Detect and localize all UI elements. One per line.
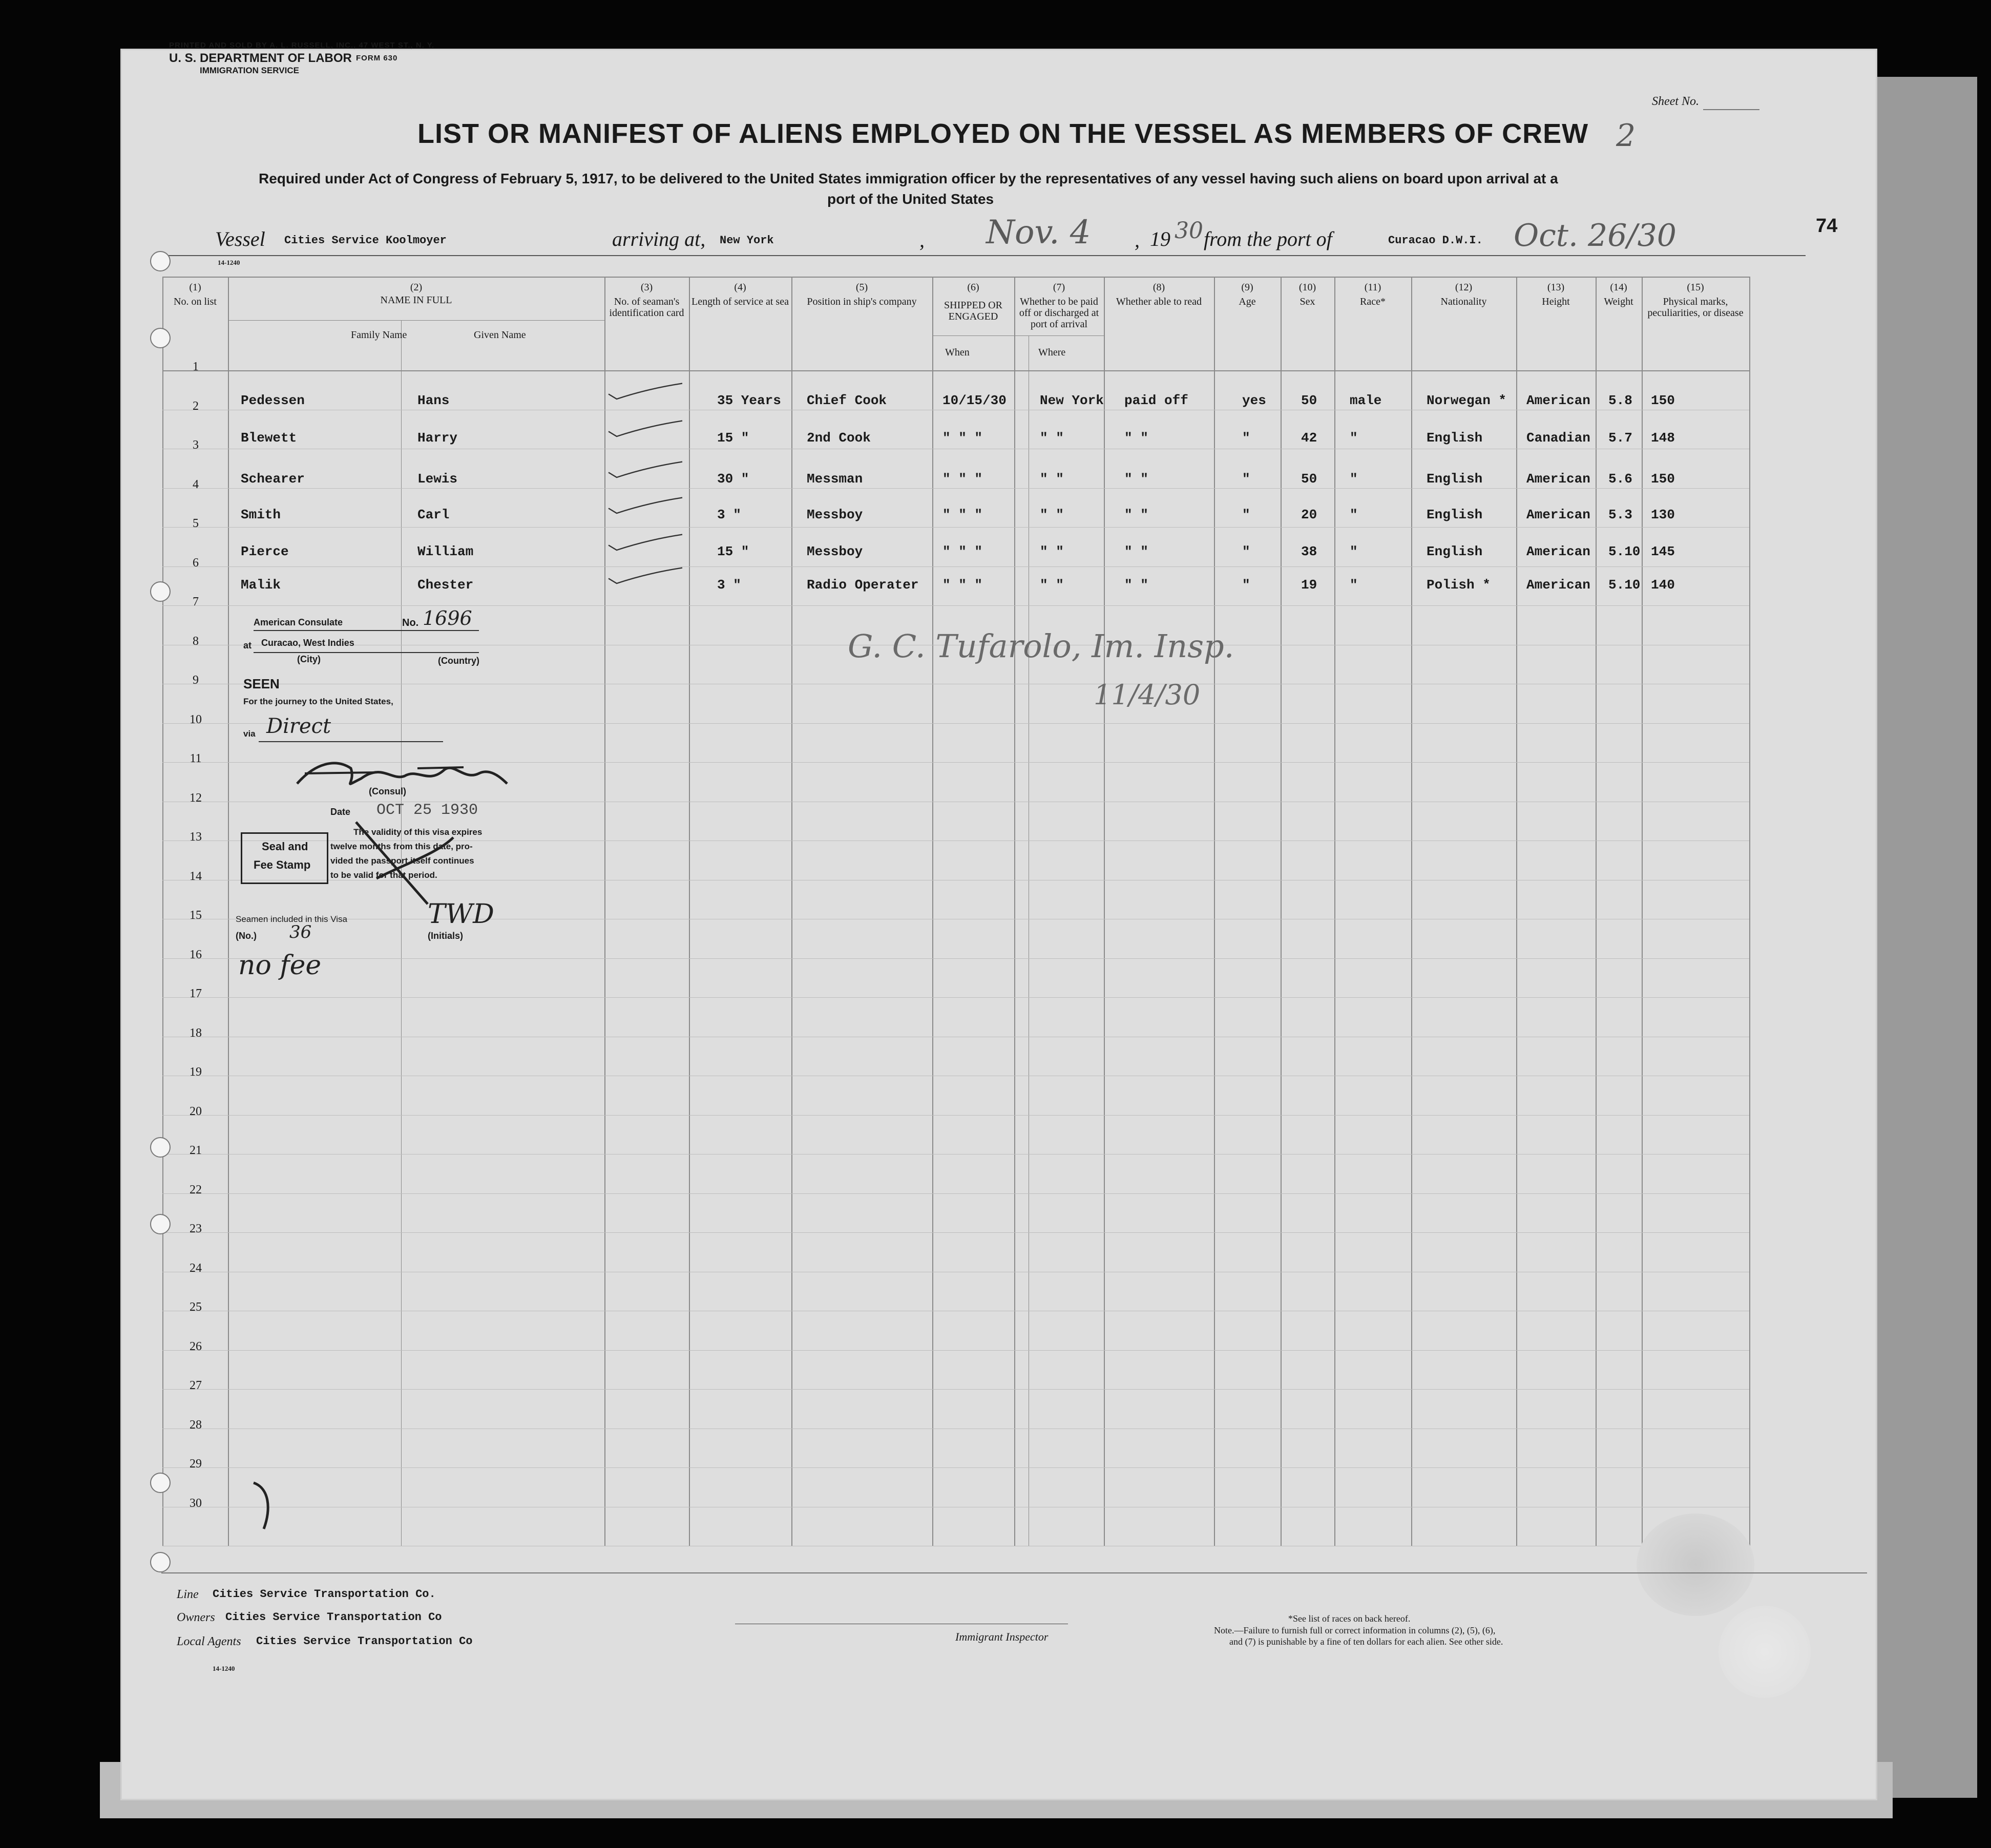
crew-when: " " " — [942, 430, 983, 446]
table-top-border — [162, 277, 1749, 278]
row-number: 24 — [190, 1261, 202, 1275]
row-rule — [162, 958, 1749, 959]
crew-sex: male — [1350, 393, 1382, 408]
crew-family: Pedessen — [241, 393, 305, 408]
row-number: 16 — [190, 948, 202, 961]
owners-label: Owners — [177, 1611, 215, 1624]
seal-line-2: Fee Stamp — [254, 858, 311, 871]
column-number: (3) — [640, 282, 653, 293]
crew-read: " — [1242, 507, 1250, 522]
row-number: 22 — [190, 1183, 202, 1196]
crew-position: Chief Cook — [807, 393, 887, 408]
column-number: (8) — [1152, 282, 1165, 293]
binder-hole — [150, 1473, 171, 1493]
validity-cross-mark — [346, 817, 479, 909]
crew-sex: " — [1350, 544, 1358, 559]
binder-hole — [150, 581, 171, 602]
date-label: Date — [330, 807, 351, 817]
row-number: 8 — [193, 634, 199, 648]
initials-handwritten: TWD — [428, 899, 494, 930]
seamen-included-label: Seamen included in this Visa — [236, 914, 347, 924]
inspector-label: Immigrant Inspector — [955, 1630, 1049, 1643]
row-number: 11 — [190, 752, 202, 765]
crew-when: " " " — [942, 507, 983, 522]
crew-when: " " " — [942, 577, 983, 593]
via-underline — [259, 741, 443, 742]
service: IMMIGRATION SERVICE — [200, 66, 299, 75]
crew-weight: 150 — [1651, 393, 1675, 408]
crew-position: Messboy — [807, 507, 863, 522]
vessel-name: Cities Service Koolmoyer — [284, 234, 447, 247]
binder-hole — [150, 328, 171, 348]
crew-age: 20 — [1301, 507, 1317, 522]
row-number: 9 — [193, 674, 199, 687]
crew-race: Norwegan * — [1427, 393, 1507, 408]
subhead-family-name: Family Name — [351, 329, 407, 341]
crew-given: Lewis — [417, 471, 458, 487]
column-number: (12) — [1455, 282, 1473, 293]
column-divider — [1014, 277, 1015, 1546]
initials-label: (Initials) — [428, 931, 464, 941]
column-divider — [791, 277, 792, 1546]
row-number: 7 — [193, 595, 199, 608]
crew-paid: " " — [1124, 507, 1148, 522]
footer-divider — [161, 1572, 1867, 1573]
column-header-label: Physical marks, peculiarities, or disease — [1647, 296, 1744, 319]
column-divider — [1749, 277, 1750, 1546]
row-rule — [162, 1193, 1749, 1194]
crew-weight: 140 — [1651, 577, 1675, 593]
crew-race: English — [1427, 507, 1483, 522]
crew-read: " — [1242, 544, 1250, 559]
crew-given: Harry — [417, 430, 458, 446]
form-number: FORM 630 — [356, 54, 398, 62]
bracket-mark — [248, 1478, 279, 1534]
column-divider — [1516, 277, 1517, 1546]
column-header-label: SHIPPED OR ENGAGED — [944, 300, 1002, 322]
column-number: (1) — [189, 282, 201, 293]
column-header-label: Nationality — [1440, 296, 1487, 307]
column-header-label: NAME IN FULL — [380, 295, 452, 306]
consulate-no: 1696 — [423, 607, 472, 629]
column-header-label: Whether to be paid off or discharged at port of arrival — [1019, 296, 1099, 330]
crew-weight: 130 — [1651, 507, 1675, 522]
crew-read: " — [1242, 471, 1250, 487]
crew-family: Schearer — [241, 471, 305, 487]
crew-age: 50 — [1301, 471, 1317, 487]
crew-paid: " " — [1124, 577, 1148, 593]
subhead-given-name: Given Name — [474, 329, 526, 341]
page-number: 74 — [1816, 215, 1838, 237]
column-header-label: Position in ship's company — [807, 296, 917, 307]
crew-family: Smith — [241, 507, 281, 522]
validity-line-3: vided the passport itself continues — [330, 856, 474, 866]
note-races: *See list of races on back hereof. — [1288, 1613, 1411, 1624]
column-header-label: No. on list — [174, 296, 217, 307]
id-card-checkmark — [599, 420, 691, 440]
crew-where: " " — [1040, 430, 1064, 446]
at-label: at — [243, 640, 252, 650]
crew-when: " " " — [942, 471, 983, 487]
row-number: 20 — [190, 1104, 202, 1118]
crew-nationality: American — [1526, 393, 1590, 408]
column-divider — [1214, 277, 1215, 1546]
crew-where: New York — [1040, 393, 1104, 408]
crew-read: " — [1242, 430, 1250, 446]
crew-family: Malik — [241, 577, 281, 593]
no-fee-handwritten: no fee — [238, 950, 322, 981]
column-header-label: Height — [1542, 296, 1570, 307]
crew-service: 3 " — [717, 577, 741, 593]
row-rule — [162, 1389, 1749, 1390]
crew-height: 5.8 — [1608, 393, 1632, 408]
crew-position: Messman — [807, 471, 863, 487]
row-number: 3 — [193, 438, 199, 452]
row-rule — [162, 566, 1749, 567]
journey-label: For the journey to the United States, — [243, 697, 393, 706]
column-divider — [1596, 277, 1597, 1546]
seal-box — [241, 832, 328, 884]
row-rule — [162, 1467, 1749, 1468]
column-number: (9) — [1241, 282, 1253, 293]
row-number: 30 — [190, 1496, 202, 1510]
sheet-number-handwritten: 2 — [1616, 118, 1636, 154]
crew-race: English — [1427, 471, 1483, 487]
crew-sex: " — [1350, 577, 1358, 593]
year-suffix-handwritten: 30 — [1175, 218, 1203, 244]
row-number: 18 — [190, 1026, 202, 1040]
crew-given: Chester — [417, 577, 474, 593]
column-divider — [1104, 277, 1105, 1546]
row-number: 29 — [190, 1457, 202, 1471]
row-rule — [162, 997, 1749, 998]
crew-given: William — [417, 544, 474, 559]
column-number: (11) — [1364, 282, 1381, 293]
column-number: (5) — [855, 282, 868, 293]
id-card-checkmark — [599, 534, 691, 554]
agents-label: Local Agents — [177, 1635, 241, 1648]
line-value: Cities Service Transportation Co. — [213, 1588, 436, 1601]
crew-service: 35 Years — [717, 393, 781, 408]
note-line-3: and (7) is punishable by a fine of ten dollars for each alien. See other side. — [1229, 1636, 1503, 1647]
country-label: (Country) — [438, 656, 479, 666]
page-title: LIST OR MANIFEST OF ALIENS EMPLOYED ON THE VESSEL AS MEMBERS OF CREW — [417, 118, 1589, 149]
column-header-label: Sex — [1300, 296, 1315, 307]
crew-when: " " " — [942, 544, 983, 559]
visa-date: OCT 25 1930 — [376, 802, 478, 819]
vessel-label: Vessel — [215, 227, 265, 250]
row-number: 12 — [190, 791, 202, 805]
shipped-subhead-divider — [932, 335, 1104, 336]
crew-sex: " — [1350, 471, 1358, 487]
crew-race: Polish * — [1427, 577, 1491, 593]
column-header-label: Whether able to read — [1116, 296, 1202, 307]
crew-where: " " — [1040, 507, 1064, 522]
agents-value: Cities Service Transportation Co — [256, 1635, 473, 1648]
crew-nationality: Canadian — [1526, 430, 1590, 446]
crew-position: Messboy — [807, 544, 863, 559]
name-family-given-divider — [401, 320, 402, 1546]
crew-height: 5.6 — [1608, 471, 1632, 487]
column-divider — [162, 277, 163, 1546]
crew-nationality: American — [1526, 577, 1590, 593]
no-paren-label: (No.) — [236, 931, 257, 941]
row-number: 19 — [190, 1065, 202, 1079]
seal-line-1: Seal and — [262, 840, 308, 853]
row-number: 23 — [190, 1222, 202, 1235]
crew-read: yes — [1242, 393, 1266, 408]
column-number: (13) — [1547, 282, 1565, 293]
binder-hole — [150, 1552, 171, 1572]
seamen-count: 36 — [289, 922, 312, 942]
subtitle-line-2: port of the United States — [827, 191, 994, 207]
underlying-sheet-edge — [1875, 77, 1977, 1798]
comma-sep: , — [919, 228, 925, 251]
crew-where: " " — [1040, 577, 1064, 593]
column-header-label: Race* — [1360, 296, 1386, 307]
sheet-no-underline — [1703, 109, 1759, 110]
row-rule — [162, 1350, 1749, 1351]
consulate-underline — [254, 630, 479, 631]
row-rule — [162, 1232, 1749, 1233]
crew-weight: 148 — [1651, 430, 1675, 446]
crew-nationality: American — [1526, 507, 1590, 522]
column-divider — [1642, 277, 1643, 1546]
subhead-where: Where — [1038, 347, 1066, 358]
row-number: 13 — [190, 830, 202, 844]
id-card-checkmark — [599, 383, 691, 403]
crew-race: English — [1427, 544, 1483, 559]
row-rule — [162, 488, 1749, 489]
crew-height: 5.10 — [1608, 544, 1641, 559]
crew-paid: paid off — [1124, 393, 1188, 408]
crew-when: 10/15/30 — [942, 393, 1007, 408]
id-card-checkmark — [599, 497, 691, 517]
departure-date-handwritten: Oct. 26/30 — [1514, 218, 1676, 254]
crew-race: English — [1427, 430, 1483, 446]
row-rule — [162, 723, 1749, 724]
inspector-signature: G. C. Tufarolo, Im. Insp. — [848, 627, 1234, 665]
crew-height: 5.3 — [1608, 507, 1632, 522]
water-stain — [1637, 1514, 1754, 1616]
row-number: 27 — [190, 1379, 202, 1392]
validity-line-1: The validity of this visa expires — [353, 827, 483, 837]
crew-family: Blewett — [241, 430, 297, 446]
consulate-no-label: No. — [402, 617, 419, 628]
consul-label: (Consul) — [369, 786, 406, 796]
column-number: (4) — [734, 282, 746, 293]
row-number: 5 — [193, 517, 199, 530]
sheet-no-label: Sheet No. — [1652, 95, 1699, 108]
crew-where: " " — [1040, 544, 1064, 559]
column-number: (2) — [410, 282, 423, 293]
crew-given: Carl — [417, 507, 450, 522]
crew-paid: " " — [1124, 430, 1148, 446]
crew-position: 2nd Cook — [807, 430, 871, 446]
crew-paid: " " — [1124, 544, 1148, 559]
arrival-date-handwritten: Nov. 4 — [986, 214, 1091, 251]
row-number: 2 — [193, 399, 199, 413]
row-number: 26 — [190, 1339, 202, 1353]
from-port-label: from the port of — [1204, 227, 1332, 250]
row-rule — [162, 1115, 1749, 1116]
year-prefix: 19 — [1150, 227, 1170, 250]
comma-sep-2: , — [1135, 228, 1140, 251]
crew-position: Radio Operater — [807, 577, 919, 593]
consulate-place: Curacao, West Indies — [261, 638, 354, 648]
department: U. S. DEPARTMENT OF LABOR — [169, 51, 352, 65]
validity-line-2: twelve months from this date, pro- — [330, 842, 473, 851]
line-label: Line — [177, 1588, 199, 1601]
crew-weight: 145 — [1651, 544, 1675, 559]
subtitle-line-1: Required under Act of Congress of February 5, 1917, to be delivered to the United States immigration officer by the representatives of any vessel having such aliens on board upon arrival at a — [259, 171, 1558, 186]
crew-weight: 150 — [1651, 471, 1675, 487]
row-rule — [162, 527, 1749, 528]
inspector-date: 11/4/30 — [1094, 679, 1201, 711]
crew-age: 38 — [1301, 544, 1317, 559]
column-number: (15) — [1687, 282, 1704, 293]
crew-nationality: American — [1526, 471, 1590, 487]
crew-age: 50 — [1301, 393, 1317, 408]
form-code-top: 14-1240 — [218, 259, 240, 266]
owners-value: Cities Service Transportation Co — [225, 1611, 442, 1624]
row-number: 25 — [190, 1300, 202, 1314]
city-label: (City) — [297, 654, 321, 664]
id-card-checkmark — [599, 567, 691, 587]
crew-given: Hans — [417, 393, 450, 408]
column-header-label: Age — [1239, 296, 1256, 307]
column-divider — [1281, 277, 1282, 1546]
column-header-label: Length of service at sea — [691, 296, 789, 307]
column-divider — [1411, 277, 1412, 1546]
binder-hole — [150, 251, 171, 271]
row-rule — [162, 605, 1749, 606]
column-divider — [228, 277, 229, 1546]
form-code-bottom: 14-1240 — [213, 1665, 235, 1672]
row-number: 6 — [193, 556, 199, 570]
validity-line-4: to be valid for that period. — [330, 870, 437, 880]
via-handwritten: Direct — [266, 715, 331, 738]
crew-paid: " " — [1124, 471, 1148, 487]
row-number: 15 — [190, 909, 202, 922]
column-number: (7) — [1053, 282, 1065, 293]
crew-service: 30 " — [717, 471, 749, 487]
crew-age: 19 — [1301, 577, 1317, 593]
voyage-line — [166, 255, 1806, 256]
row-number: 17 — [190, 987, 202, 1000]
crew-service: 3 " — [717, 507, 741, 522]
water-stain-2 — [1718, 1606, 1811, 1698]
row-number: 10 — [190, 712, 202, 726]
subhead-when: When — [945, 347, 970, 358]
arriving-label: arriving at, — [612, 227, 706, 250]
seen-label: SEEN — [243, 676, 280, 691]
row-number: 4 — [193, 477, 199, 491]
crew-age: 42 — [1301, 430, 1317, 446]
crew-nationality: American — [1526, 544, 1590, 559]
consulate-label: American Consulate — [254, 617, 343, 627]
column-header-label: Weight — [1604, 296, 1633, 307]
column-divider — [1334, 277, 1335, 1546]
id-card-checkmark — [599, 461, 691, 481]
crew-where: " " — [1040, 471, 1064, 487]
row-number: 1 — [193, 360, 199, 373]
note-line-2: Note.—Failure to furnish full or correct information in columns (2), (5), (6), — [1214, 1625, 1496, 1635]
column-divider — [932, 277, 933, 1546]
crew-height: 5.10 — [1608, 577, 1641, 593]
crew-height: 5.7 — [1608, 430, 1632, 446]
column-number: (6) — [967, 282, 979, 293]
row-number: 21 — [190, 1144, 202, 1157]
column-number: (10) — [1298, 282, 1316, 293]
printer-line: PRINTED AND SOLD BY A. L. RUSSELL, INC., 47 WEST ST., N. Y. — [169, 41, 435, 50]
manifest-sheet — [120, 41, 1877, 1800]
departure-port: Curacao D.W.I. — [1388, 234, 1483, 247]
crew-sex: " — [1350, 507, 1358, 522]
place-underline — [254, 652, 479, 653]
crew-family: Pierce — [241, 544, 289, 559]
crew-service: 15 " — [717, 430, 749, 446]
name-subhead-divider — [228, 320, 604, 321]
column-number: (14) — [1610, 282, 1627, 293]
row-number: 28 — [190, 1418, 202, 1432]
binder-hole — [150, 1214, 171, 1234]
crew-read: " — [1242, 577, 1250, 593]
row-number: 14 — [190, 869, 202, 883]
column-header-label: No. of seaman's identification card — [609, 296, 684, 319]
via-label: via — [243, 729, 256, 739]
crew-service: 15 " — [717, 544, 749, 559]
binder-hole — [150, 1137, 171, 1158]
crew-sex: " — [1350, 430, 1358, 446]
arrival-port: New York — [720, 234, 774, 247]
